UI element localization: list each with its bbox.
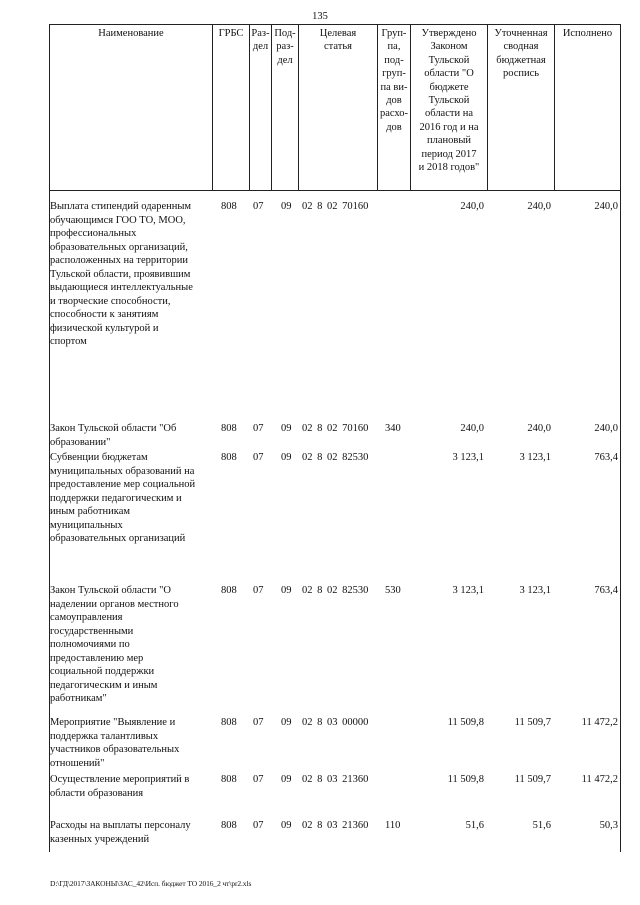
row-target-article: 02 8 03 21360 <box>302 774 369 785</box>
row-refined: 3 123,1 <box>519 452 551 463</box>
row-grbs: 808 <box>221 452 237 463</box>
row-name: Осуществление мероприятий в области образования <box>50 774 190 799</box>
col-divider <box>554 24 555 191</box>
page-number: 135 <box>312 11 328 22</box>
header-name: Наименование <box>98 28 164 39</box>
row-approved: 240,0 <box>460 423 484 434</box>
row-razdel: 07 <box>253 717 264 728</box>
row-refined: 51,6 <box>532 820 551 831</box>
row-target-article: 02 8 03 00000 <box>302 717 369 728</box>
row-grbs: 808 <box>221 820 237 831</box>
row-approved: 11 509,8 <box>447 774 484 785</box>
row-name: Субвенции бюджетам муниципальных образований на предоставление мер социальной поддержки педагогическим и иным работникам муниципальных образовательных организаций <box>50 452 196 544</box>
row-executed: 50,3 <box>599 820 618 831</box>
row-podrazdel: 09 <box>281 774 292 785</box>
row-name: Выплата стипендий одаренным обучающимся ГОО ТО, МОО, профессиональных образовательных организаций, расположенных на территории Тульской области, проявившим выдающиеся интеллектуальные и творческие способности, способности к занятиям физической культурой и спортом <box>50 201 193 347</box>
row-name: Мероприятие "Выявление и поддержка талантливых участников образовательных отношений" <box>50 717 180 769</box>
row-name: Закон Тульской области "О наделении органов местного самоуправления государственными полномочиями по предоставлению мер социальной поддержки педагогическим и иным работникам" <box>50 585 179 704</box>
row-approved: 3 123,1 <box>452 585 484 596</box>
row-podrazdel: 09 <box>281 717 292 728</box>
row-grbs: 808 <box>221 423 237 434</box>
row-target-article: 02 8 02 82530 <box>302 585 369 596</box>
row-grbs: 808 <box>221 585 237 596</box>
table-right-border <box>620 24 621 852</box>
row-razdel: 07 <box>253 452 264 463</box>
row-razdel: 07 <box>253 201 264 212</box>
header-refined: Уточненная сводная бюджетная роспись <box>494 28 548 80</box>
row-target-article: 02 8 02 82530 <box>302 452 369 463</box>
row-refined: 11 509,7 <box>514 717 551 728</box>
table-top-border <box>49 24 621 25</box>
row-refined: 240,0 <box>527 423 551 434</box>
row-grbs: 808 <box>221 774 237 785</box>
header-executed: Исполнено <box>562 28 613 39</box>
row-podrazdel: 09 <box>281 423 292 434</box>
row-approved: 3 123,1 <box>452 452 484 463</box>
row-approved: 240,0 <box>460 201 484 212</box>
row-grbs: 808 <box>221 717 237 728</box>
header-grbs: ГРБС <box>218 28 244 39</box>
row-expense-group: 110 <box>385 820 401 831</box>
row-target-article: 02 8 03 21360 <box>302 820 369 831</box>
col-divider <box>212 24 213 191</box>
row-target-article: 02 8 02 70160 <box>302 423 369 434</box>
header-target-article: Целевая статья <box>319 28 357 53</box>
header-bottom-border <box>49 190 621 191</box>
row-expense-group: 530 <box>385 585 401 596</box>
row-razdel: 07 <box>253 585 264 596</box>
row-podrazdel: 09 <box>281 201 292 212</box>
header-razdel: Раз- дел <box>251 28 270 53</box>
row-refined: 3 123,1 <box>519 585 551 596</box>
row-podrazdel: 09 <box>281 820 292 831</box>
row-approved: 11 509,8 <box>447 717 484 728</box>
row-approved: 51,6 <box>465 820 484 831</box>
header-approved: Утверждено Законом Тульской области "О бюджете Тульской области на 2016 год и на плановый период 2017 и 2018 годов" <box>418 28 480 174</box>
row-executed: 763,4 <box>594 585 618 596</box>
header-expense-group: Груп- па, под- груп- па ви- дов расхо- дов <box>379 28 409 133</box>
row-executed: 240,0 <box>594 423 618 434</box>
row-target-article: 02 8 02 70160 <box>302 201 369 212</box>
row-expense-group: 340 <box>385 423 401 434</box>
header-podrazdel: Под- раз- дел <box>274 28 296 66</box>
row-refined: 240,0 <box>527 201 551 212</box>
footer-file-path: D:\ГД\2017\ЗАКОНЫ\ЗАС_42\Исп. бюджет ТО 2016_2 чт\pr2.xls <box>50 879 252 888</box>
row-executed: 240,0 <box>594 201 618 212</box>
row-executed: 11 472,2 <box>581 717 618 728</box>
row-razdel: 07 <box>253 774 264 785</box>
row-razdel: 07 <box>253 423 264 434</box>
row-podrazdel: 09 <box>281 452 292 463</box>
row-name: Расходы на выплаты персоналу казенных учреждений <box>50 820 191 845</box>
row-refined: 11 509,7 <box>514 774 551 785</box>
row-executed: 763,4 <box>594 452 618 463</box>
row-grbs: 808 <box>221 201 237 212</box>
row-podrazdel: 09 <box>281 585 292 596</box>
row-razdel: 07 <box>253 820 264 831</box>
row-executed: 11 472,2 <box>581 774 618 785</box>
row-name: Закон Тульской области "Об образовании" <box>50 423 177 448</box>
